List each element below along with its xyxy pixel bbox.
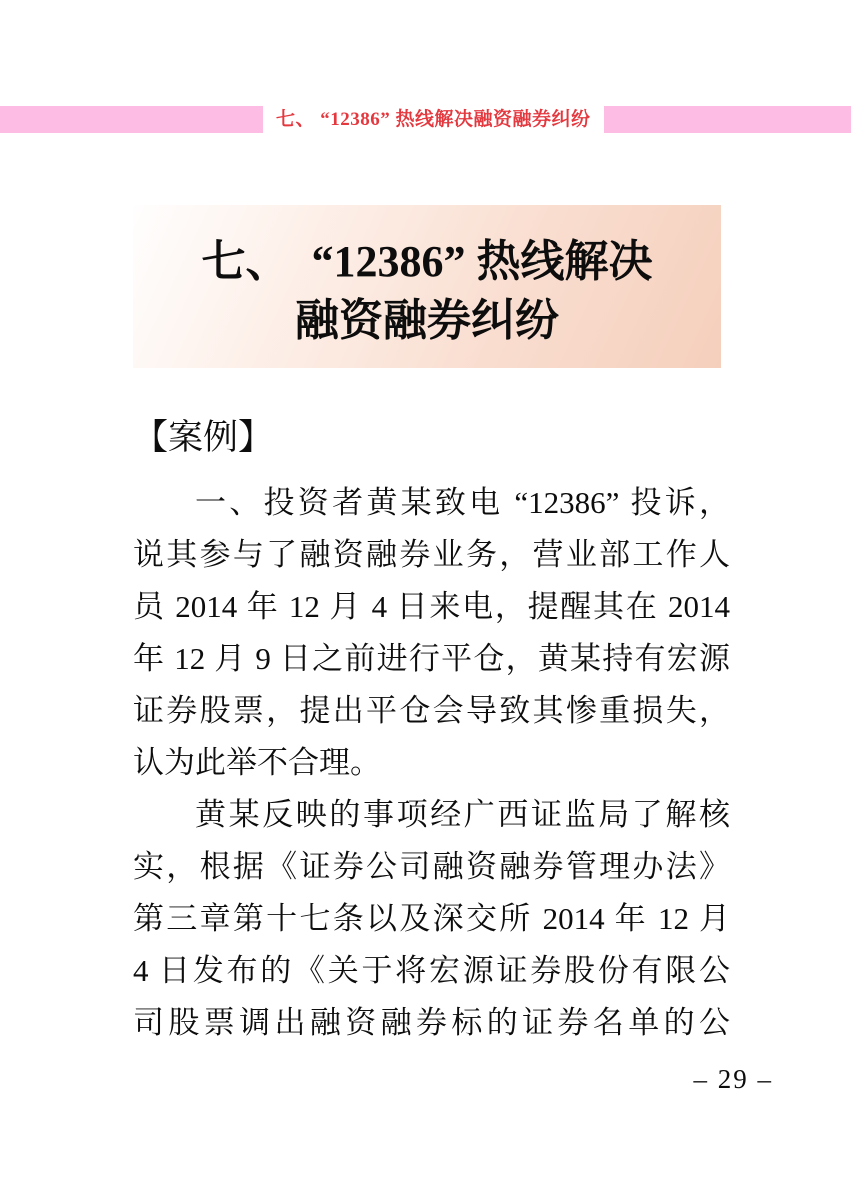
paragraph-2	[133, 789, 730, 1049]
page-number: – 29 –	[693, 1064, 773, 1094]
chapter-title-line-1: 七、 “12386” 热线解决	[201, 237, 653, 286]
text-line: 司股票调出融资融券标的证券名单的公	[133, 1005, 730, 1040]
case-section-label: 【案例】	[133, 418, 274, 457]
body-text	[133, 477, 730, 1049]
text-line: 4 日发布的《关于将宏源证券股份有限公	[133, 953, 730, 988]
text-line: 说其参与了融资融券业务，营业部工作人	[133, 537, 730, 572]
text-line: 员 2014 年 12 月 4 日来电，提醒其在 2014	[133, 589, 730, 624]
text-line: 年 12 月 9 日之前进行平仓，黄某持有宏源	[133, 641, 730, 676]
chapter-title-line-2: 融资融券纠纷	[295, 296, 559, 345]
text-line: 黄某反映的事项经广西证监局了解核	[195, 797, 730, 832]
text-line: 实，根据《证券公司融资融券管理办法》	[133, 849, 730, 884]
header-left-bar	[0, 106, 263, 133]
header-right-bar	[604, 106, 851, 133]
chapter-title-block	[133, 205, 721, 368]
running-header-title: 七、 “12386” 热线解决融资融券纠纷	[276, 109, 591, 130]
running-header	[0, 106, 851, 133]
text-line: 第三章第十七条以及深交所 2014 年 12 月	[133, 901, 730, 936]
paragraph-1	[133, 477, 730, 789]
text-line: 证券股票，提出平仓会导致其惨重损失，	[133, 693, 730, 728]
text-line: 认为此举不合理。	[133, 745, 381, 780]
text-line: 一、投资者黄某致电 “12386” 投诉，	[195, 485, 730, 520]
